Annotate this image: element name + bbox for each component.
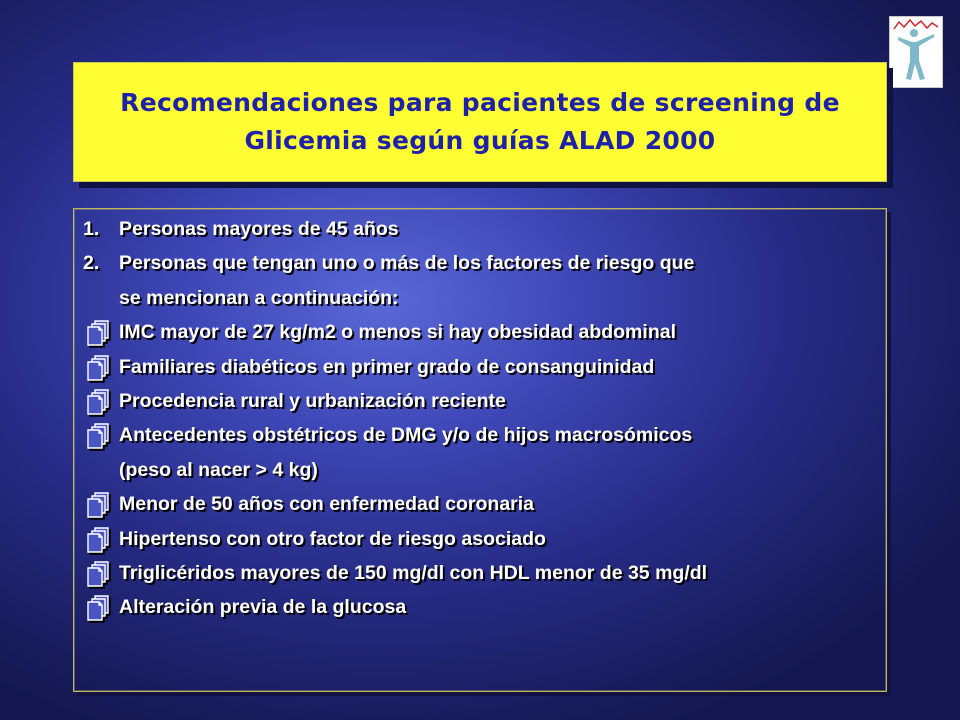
list-item-text: Personas mayores de 45 años [119, 218, 399, 240]
list-item [83, 384, 883, 418]
list-item [83, 281, 883, 315]
list-item-text: Personas que tengan uno o más de los factores de riesgo que [119, 252, 695, 275]
list-item [83, 522, 883, 556]
logo-human-figure-icon [889, 16, 943, 88]
list-item [83, 418, 883, 452]
title-line-1: Recomendaciones para pacientes de screening de [120, 88, 840, 117]
list-item-text: Antecedentes obstétricos de DMG y/o de hijos macrosómicos [119, 424, 693, 447]
list-item [83, 556, 883, 590]
list-number: 2. [83, 252, 100, 275]
list-item [83, 453, 883, 487]
list-item-text: Familiares diabéticos en primer grado de consanguinidad [119, 355, 655, 378]
list-item-text: Alteración previa de la glucosa [119, 596, 407, 619]
list-item-text: IMC mayor de 27 kg/m2 o menos si hay obesidad abdominal [119, 321, 676, 344]
title-box [73, 62, 887, 182]
list-item-text: se mencionan a continuación: [119, 286, 399, 309]
list-item [83, 246, 883, 280]
list-item [83, 350, 883, 384]
list-item-text: (peso al nacer > 4 kg) [119, 458, 318, 481]
title-line-2: Glicemia según guías ALAD 2000 [244, 126, 716, 155]
list-item [83, 590, 883, 624]
list-item [83, 212, 883, 246]
list-item-text: Procedencia rural y urbanización reciente [119, 389, 506, 412]
list-number: 1. [83, 218, 100, 240]
list-item [83, 315, 883, 349]
slide-title [120, 84, 840, 160]
list-item-text: Menor de 50 años con enfermedad coronaria [119, 493, 535, 516]
list-item [83, 487, 883, 521]
list-item-text: Hipertenso con otro factor de riesgo asociado [119, 527, 546, 550]
recommendation-list [83, 212, 883, 625]
list-item-text: Triglicéridos mayores de 150 mg/dl con HDL menor de 35 mg/dl [119, 561, 708, 584]
